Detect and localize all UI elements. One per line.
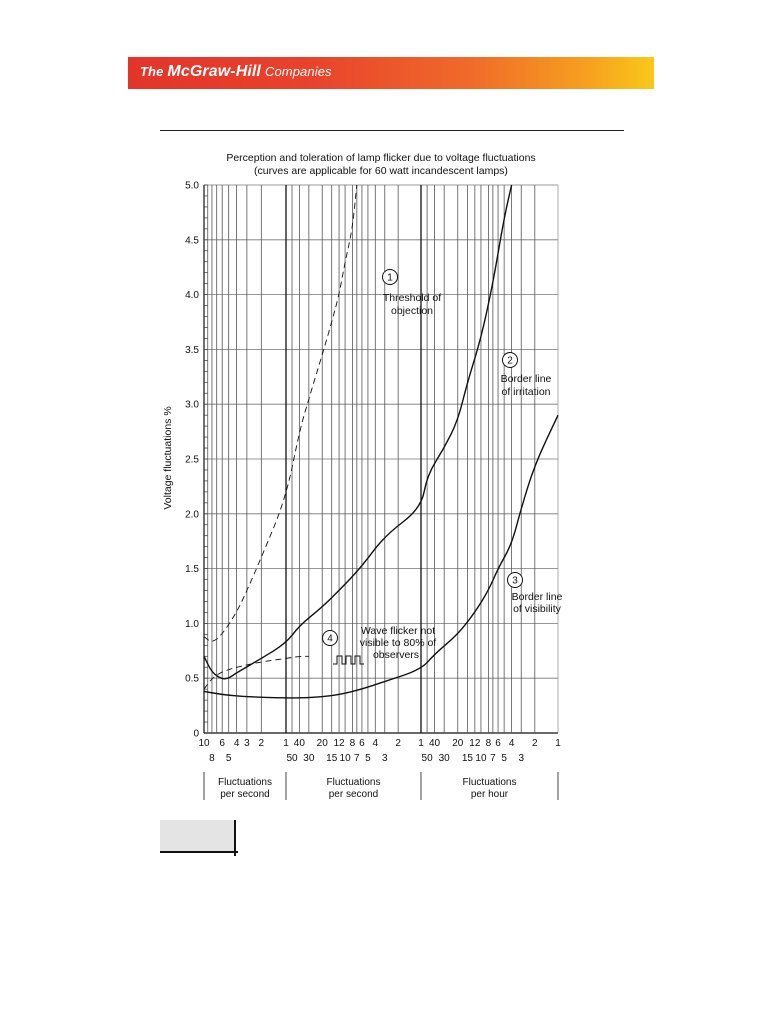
x-tick-label-bottom: 3 xyxy=(381,753,388,764)
y-tick-label: 2.0 xyxy=(185,509,199,521)
y-tick-label: 4.5 xyxy=(185,235,199,247)
chart-title: Perception and toleration of lamp flicker due to voltage fluctuations xyxy=(226,152,536,164)
y-tick-label: 5.0 xyxy=(185,180,199,192)
x-tick-label-top: 2 xyxy=(395,738,401,749)
curve-label-text: visible to 80% of xyxy=(359,637,437,649)
square-wave-icon xyxy=(333,656,364,664)
x-tick-label-top: 1 xyxy=(555,738,561,749)
page-box-rule-horizontal xyxy=(160,851,238,853)
x-tick-label-bottom: 10 xyxy=(475,753,487,764)
x-tick-label-top: 8 xyxy=(349,738,356,749)
curve-label-text: Wave flicker not xyxy=(360,625,436,637)
y-tick-label: 1.0 xyxy=(185,618,199,630)
y-tick-label: 1.5 xyxy=(185,564,199,576)
brand-name: McGraw-Hill xyxy=(167,63,261,80)
x-tick-label-top: 6 xyxy=(219,738,225,749)
x-tick-label-top: 4 xyxy=(233,738,240,749)
y-tick-label: 0 xyxy=(193,728,199,740)
x-segment-label: per hour xyxy=(470,789,509,800)
x-segment-label: per second xyxy=(220,789,270,800)
x-tick-label-bottom: 7 xyxy=(354,753,360,764)
chart-subtitle: (curves are applicable for 60 watt incandescent lamps) xyxy=(254,165,508,177)
x-tick-label-bottom: 10 xyxy=(339,753,351,764)
x-segment-label: per second xyxy=(328,789,379,800)
x-tick-label-bottom: 7 xyxy=(490,753,496,764)
x-tick-label-top: 4 xyxy=(508,738,515,749)
grid-layer xyxy=(204,185,558,800)
x-tick-label-top: 40 xyxy=(429,738,441,749)
y-tick-label: 2.5 xyxy=(185,454,199,466)
x-tick-label-bottom: 50 xyxy=(286,753,298,764)
curve-layer xyxy=(204,185,558,698)
x-tick-label-top: 20 xyxy=(316,738,328,749)
curve-label-text: Border line xyxy=(511,591,563,603)
x-tick-label-top: 20 xyxy=(452,738,464,749)
x-tick-label-top: 1 xyxy=(283,738,289,749)
curve-label-text: Border line xyxy=(500,373,552,385)
y-tick-label: 0.5 xyxy=(185,673,199,685)
curve-label-text: observers xyxy=(372,649,420,661)
curve-number: 4 xyxy=(327,633,333,645)
x-tick-label-top: 6 xyxy=(495,738,501,749)
x-tick-label-top: 6 xyxy=(359,738,365,749)
x-segment-label: Fluctuations xyxy=(462,777,517,788)
x-tick-label-top: 12 xyxy=(469,738,481,749)
x-tick-label-top: 3 xyxy=(244,738,250,749)
x-tick-label-bottom: 8 xyxy=(209,753,215,764)
x-tick-label-top: 2 xyxy=(532,738,538,749)
x-tick-label-top: 8 xyxy=(485,738,492,749)
curve-label-text: of irritation xyxy=(501,386,551,398)
y-tick-label: 4.0 xyxy=(185,290,199,302)
x-segment-label: Fluctuations xyxy=(218,777,272,788)
x-tick-label-top: 10 xyxy=(198,738,210,749)
x-tick-label-bottom: 15 xyxy=(326,753,338,764)
x-tick-label-bottom: 3 xyxy=(518,753,525,764)
x-tick-label-bottom: 30 xyxy=(438,753,450,764)
x-tick-label-bottom: 30 xyxy=(303,753,315,764)
x-tick-label-top: 4 xyxy=(372,738,379,749)
x-tick-label-top: 40 xyxy=(293,738,305,749)
x-tick-label-top: 12 xyxy=(333,738,345,749)
curve-label-text: Threshold of xyxy=(382,292,442,304)
curve-1-threshold-of-objection xyxy=(204,185,357,641)
curve-label-text: objection xyxy=(390,305,434,317)
x-tick-label-bottom: 50 xyxy=(421,753,433,764)
page-number-box xyxy=(160,820,235,852)
brand-suffix: Companies xyxy=(264,64,332,79)
curve-number: 2 xyxy=(507,355,513,367)
x-tick-label-bottom: 5 xyxy=(225,753,232,764)
x-tick-label-top: 1 xyxy=(418,738,424,749)
x-segment-label: Fluctuations xyxy=(326,777,381,788)
y-tick-label: 3.0 xyxy=(185,399,199,411)
brand-prefix: The xyxy=(140,64,164,79)
label-layer xyxy=(185,181,562,801)
curve-number: 1 xyxy=(387,272,393,284)
y-tick-label: 3.5 xyxy=(185,344,199,356)
curve-number: 3 xyxy=(512,575,518,587)
x-tick-label-bottom: 5 xyxy=(501,753,507,764)
curve-label-text: of visibility xyxy=(513,603,561,615)
x-tick-label-bottom: 5 xyxy=(365,753,371,764)
y-axis-label: Voltage fluctuations % xyxy=(162,406,174,510)
x-tick-label-bottom: 15 xyxy=(461,753,473,764)
curve-2-border-line-of-irritation xyxy=(204,185,512,679)
x-tick-label-top: 2 xyxy=(258,738,265,749)
